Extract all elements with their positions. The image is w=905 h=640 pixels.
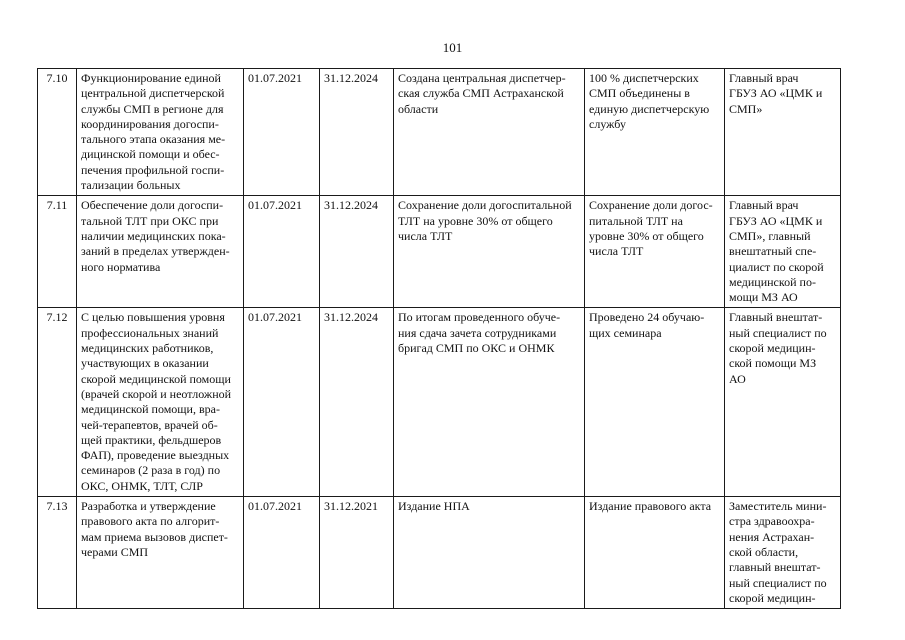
row-number: 7.11 [38, 196, 77, 308]
activity-cell: С целью повышения уровня профессиональных знаний медицинских работников, участвующих в оказании скорой медицинской помощи (врачей скорой и неотложной медицинской помощи, вра- чей-терапевтов, врачей об- щей практики, фельдшеров ФАП), проведение выездных семинаров (2 раза в год) по ОКС, ОНМК, ТЛТ, СЛР [77, 308, 244, 497]
indicator-cell: Проведено 24 обучаю- щих семинара [585, 308, 725, 497]
activity-cell: Обеспечение доли догоспи- тальной ТЛТ при ОКС при наличии медицинских пока- заний в пределах утвержден- ного норматива [77, 196, 244, 308]
end-date-cell: 31.12.2024 [320, 196, 394, 308]
end-date-cell: 31.12.2024 [320, 308, 394, 497]
result-cell: Издание НПА [394, 497, 585, 609]
indicator-cell: 100 % диспетчерских СМП объединены в единую диспетчерскую службу [585, 69, 725, 196]
table-row [38, 196, 841, 308]
start-date-cell: 01.07.2021 [244, 308, 320, 497]
table-row [38, 69, 841, 196]
activity-cell: Функционирование единой центральной диспетчерской службы СМП в регионе для координирования догоспи- тального этапа оказания ме- дицинской помощи и обес- печения профильной госпи- тализации больных [77, 69, 244, 196]
start-date-cell: 01.07.2021 [244, 497, 320, 609]
indicator-cell: Сохранение доли догос- питальной ТЛТ на уровне 30% от общего числа ТЛТ [585, 196, 725, 308]
row-number: 7.10 [38, 69, 77, 196]
result-cell: Сохранение доли догоспитальной ТЛТ на уровне 30% от общего числа ТЛТ [394, 196, 585, 308]
responsible-cell: Заместитель мини- стра здравоохра- нения Астрахан- ской области, главный внештат- ный специалист по скорой медицин- [725, 497, 841, 609]
indicator-cell: Издание правового акта [585, 497, 725, 609]
result-cell: По итогам проведенного обуче- ния сдача зачета сотрудниками бригад СМП по ОКС и ОНМК [394, 308, 585, 497]
responsible-cell: Главный врач ГБУЗ АО «ЦМК и СМП» [725, 69, 841, 196]
result-cell: Создана центральная диспетчер- ская служба СМП Астраханской области [394, 69, 585, 196]
responsible-cell: Главный внештат- ный специалист по скорой медицин- ской помощи МЗ АО [725, 308, 841, 497]
start-date-cell: 01.07.2021 [244, 196, 320, 308]
end-date-cell: 31.12.2021 [320, 497, 394, 609]
end-date-cell: 31.12.2024 [320, 69, 394, 196]
responsible-cell: Главный врач ГБУЗ АО «ЦМК и СМП», главный внештатный спе- циалист по скорой медицинской по- мощи МЗ АО [725, 196, 841, 308]
row-number: 7.13 [38, 497, 77, 609]
activity-cell: Разработка и утверждение правового акта по алгорит- мам приема вызовов диспет- черами СМП [77, 497, 244, 609]
start-date-cell: 01.07.2021 [244, 69, 320, 196]
row-number: 7.12 [38, 308, 77, 497]
page-number: 101 [442, 40, 463, 55]
table-row [38, 497, 841, 609]
table-row [38, 308, 841, 497]
action-plan-table [37, 68, 841, 609]
